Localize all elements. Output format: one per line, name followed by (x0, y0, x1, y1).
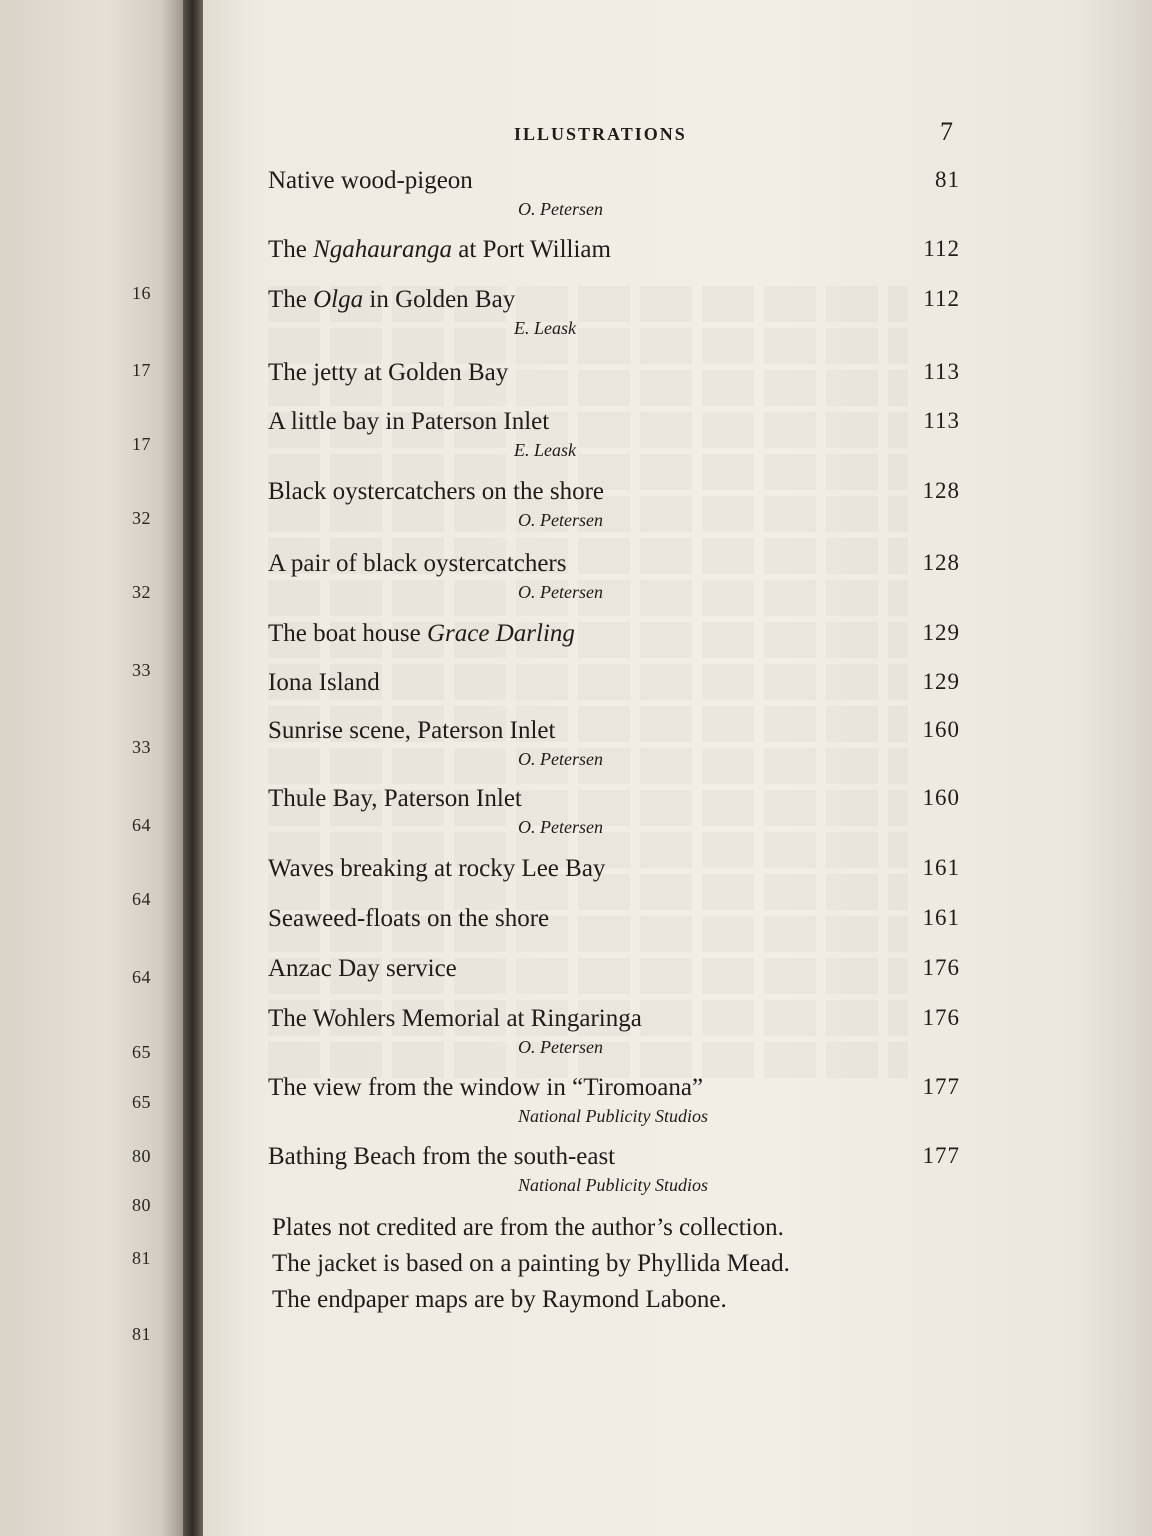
list-item (268, 785, 968, 845)
left-page-number: 80 (132, 1195, 151, 1215)
entry-title: Seaweed-floats on the shore (268, 905, 550, 932)
left-page-number: 80 (132, 1146, 151, 1166)
entry-title: The Olga in Golden Bay (268, 286, 516, 313)
entry-title: The Wohlers Memorial at Ringaringa (268, 1005, 642, 1032)
entry-title: Anzac Day service (268, 955, 457, 982)
entry-page-number: 160 (922, 717, 960, 742)
left-page-number: 64 (132, 815, 151, 835)
entry-page-number: 177 (922, 1074, 960, 1099)
footer-notes (272, 1210, 952, 1318)
entry-page-number: 112 (923, 286, 960, 311)
book-gutter (183, 0, 205, 1536)
list-item (268, 1005, 968, 1065)
entry-title: A little bay in Paterson Inlet (268, 408, 550, 435)
left-page-number: 64 (132, 889, 151, 909)
list-item (268, 286, 968, 346)
left-page-number: 16 (132, 283, 151, 303)
entry-page-number: 160 (922, 785, 960, 810)
entry-credit: O. Petersen (518, 817, 603, 837)
left-facing-page (0, 0, 190, 1536)
list-item (268, 408, 968, 468)
entry-credit: O. Petersen (518, 510, 603, 530)
note-line: The jacket is based on a painting by Phyllida Mead. (272, 1250, 790, 1277)
entry-page-number: 161 (922, 905, 960, 930)
entry-title: Waves breaking at rocky Lee Bay (268, 855, 606, 882)
entry-credit: O. Petersen (518, 199, 603, 219)
entry-page-number: 129 (922, 669, 960, 694)
left-page-number: 33 (132, 660, 151, 680)
left-page-number: 81 (132, 1324, 151, 1344)
entry-page-number: 128 (922, 478, 960, 503)
entry-title: Black oystercatchers on the shore (268, 478, 604, 505)
entry-title: Iona Island (268, 669, 380, 696)
entry-title: The boat house Grace Darling (268, 620, 575, 647)
entry-page-number: 128 (922, 550, 960, 575)
left-page-number: 81 (132, 1248, 151, 1268)
entry-credit: E. Leask (514, 318, 576, 338)
list-item (268, 717, 968, 777)
entry-page-number: 129 (922, 620, 960, 645)
entry-credit: National Publicity Studios (518, 1175, 708, 1195)
entry-credit: E. Leask (514, 440, 576, 460)
entry-page-number: 113 (923, 408, 960, 433)
list-item (268, 1074, 968, 1134)
list-item (268, 1143, 968, 1203)
left-page-number: 33 (132, 737, 151, 757)
running-head-title: ILLUSTRATIONS (514, 124, 687, 144)
entry-page-number: 161 (922, 855, 960, 880)
left-page-number: 65 (132, 1042, 151, 1062)
list-item (268, 167, 968, 227)
left-page-number: 65 (132, 1092, 151, 1112)
note-line: Plates not credited are from the author’s collection. (272, 1214, 784, 1241)
entry-page-number: 177 (922, 1143, 960, 1168)
entry-credit: O. Petersen (518, 749, 603, 769)
entry-title: Sunrise scene, Paterson Inlet (268, 717, 556, 744)
entry-page-number: 176 (922, 1005, 960, 1030)
entry-page-number: 112 (923, 236, 960, 261)
left-page-number: 32 (132, 508, 151, 528)
entry-credit: O. Petersen (518, 582, 603, 602)
left-page-number: 32 (132, 582, 151, 602)
entry-title: Native wood-pigeon (268, 167, 473, 194)
entry-title: The Ngahauranga at Port William (268, 236, 611, 263)
note-line: The endpaper maps are by Raymond Labone. (272, 1286, 727, 1313)
running-head-page-number: 7 (940, 117, 953, 146)
entry-title: A pair of black oystercatchers (268, 550, 567, 577)
left-page-number: 17 (132, 360, 151, 380)
entry-credit: National Publicity Studios (518, 1106, 708, 1126)
left-page-number: 17 (132, 434, 151, 454)
entry-page-number: 81 (935, 167, 960, 192)
list-item (268, 550, 968, 610)
entry-title: Bathing Beach from the south-east (268, 1143, 616, 1170)
left-page-number: 64 (132, 967, 151, 987)
entry-credit: O. Petersen (518, 1037, 603, 1057)
entry-title: Thule Bay, Paterson Inlet (268, 785, 522, 812)
left-page-number-column (0, 0, 190, 1536)
list-item (268, 478, 968, 538)
entry-title: The view from the window in “Tiromoana” (268, 1074, 704, 1101)
entry-page-number: 176 (922, 955, 960, 980)
entry-title: The jetty at Golden Bay (268, 359, 509, 386)
entry-page-number: 113 (923, 359, 960, 384)
